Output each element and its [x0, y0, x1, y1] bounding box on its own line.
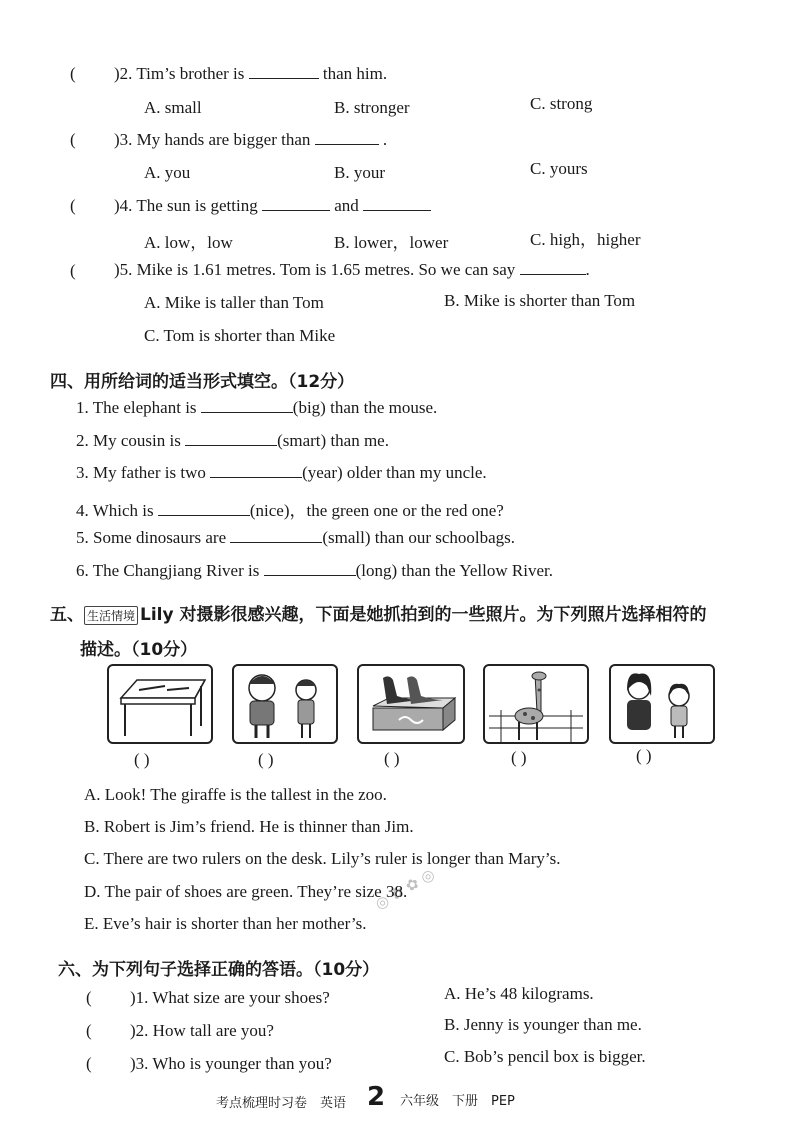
option-b: B. Mike is shorter than Tom	[444, 291, 636, 310]
section-title: 五、 生活情境 Lily 对摄影很感兴趣，下面是她抓拍到的一些照片。为下列照片选择相符的	[50, 605, 707, 625]
fill-item: 1. The elephant is (big) than the mouse.	[76, 398, 438, 417]
fill-item: 4. Which is (nice)，the green one or the red one?	[76, 501, 504, 520]
option-a: A. low，low	[144, 233, 233, 252]
answer-blank[interactable]	[201, 398, 293, 413]
footer-grade: 六年级 下册 PEP	[400, 1094, 515, 1109]
answer-paren[interactable]: (	[70, 196, 76, 215]
option-c: C. yours	[530, 159, 588, 178]
question-text: )4. The sun is getting and	[114, 196, 431, 216]
question-text: )3. My hands are bigger than .	[114, 130, 388, 149]
answer-paren[interactable]: (	[86, 1054, 92, 1073]
answer-paren[interactable]: ( )	[134, 750, 150, 769]
answer-option: A. He’s 48 kilograms.	[444, 984, 594, 1003]
fill-item: 6. The Changjiang River is (long) than the Yellow River.	[76, 561, 553, 580]
description-d: D. The pair of shoes are green. They’re size 38.	[84, 882, 408, 901]
option-b: B. lower，lower	[334, 233, 449, 252]
answer-paren[interactable]: (	[70, 64, 76, 83]
watermark-stamp: ◎ ✿ ✿ ◎	[371, 864, 438, 914]
footer-series: 考点梳理时习卷 英语	[216, 1096, 347, 1111]
answer-paren[interactable]: (	[70, 130, 76, 149]
option-a: A. small	[144, 98, 202, 117]
photo-giraffe	[483, 664, 589, 744]
answer-paren[interactable]: (	[86, 1021, 92, 1040]
description-b: B. Robert is Jim’s friend. He is thinner than Jim.	[84, 817, 414, 836]
answer-blank[interactable]	[264, 561, 356, 576]
option-a: A. Mike is taller than Tom	[144, 293, 324, 312]
question: )1. What size are your shoes?	[130, 988, 330, 1007]
answer-paren[interactable]: ( )	[511, 748, 527, 767]
question: )2. How tall are you?	[130, 1021, 274, 1040]
option-a: A. you	[144, 163, 191, 182]
answer-paren[interactable]: (	[70, 261, 76, 280]
answer-blank[interactable]	[185, 431, 277, 446]
page-number: 2	[367, 1082, 386, 1112]
section-title-cont: 描述。（10分）	[80, 640, 198, 660]
photo-shoes-box	[357, 664, 465, 744]
photo-desk-rulers	[107, 664, 213, 744]
question-text: )5. Mike is 1.61 metres. Tom is 1.65 metres. So we can say .	[114, 260, 590, 279]
answer-blank[interactable]	[230, 528, 322, 543]
option-c: C. Tom is shorter than Mike	[144, 326, 336, 345]
fill-item: 3. My father is two (year) older than my uncle.	[76, 463, 487, 482]
answer-paren[interactable]: ( )	[636, 746, 652, 765]
option-b: B. stronger	[334, 98, 410, 117]
description-a: A. Look! The giraffe is the tallest in the zoo.	[84, 785, 387, 804]
answer-blank[interactable]	[158, 501, 250, 516]
photo-mother-daughter	[609, 664, 715, 744]
question-text: )2. Tim’s brother is than him.	[114, 64, 388, 83]
photo-two-boys	[232, 664, 338, 744]
option-c: C. high，higher	[530, 230, 641, 249]
answer-option: C. Bob’s pencil box is bigger.	[444, 1047, 646, 1066]
fill-item: 2. My cousin is (smart) than me.	[76, 431, 389, 450]
description-c: C. There are two rulers on the desk. Lily’s ruler is longer than Mary’s.	[84, 849, 561, 868]
question: )3. Who is younger than you?	[130, 1054, 332, 1073]
fill-item: 5. Some dinosaurs are (small) than our schoolbags.	[76, 528, 516, 547]
answer-paren[interactable]: ( )	[384, 749, 400, 768]
option-c: C. strong	[530, 94, 593, 113]
answer-blank[interactable]	[210, 463, 302, 478]
section-title: 六、为下列句子选择正确的答语。（10分）	[58, 960, 380, 980]
answer-paren[interactable]: ( )	[258, 750, 274, 769]
option-b: B. your	[334, 163, 385, 182]
section-title: 四、用所给词的适当形式填空。（12分）	[50, 372, 355, 392]
description-e: E. Eve’s hair is shorter than her mother’s.	[84, 914, 367, 933]
answer-paren[interactable]: (	[86, 988, 92, 1007]
context-tag: 生活情境	[84, 606, 138, 625]
answer-option: B. Jenny is younger than me.	[444, 1015, 642, 1034]
